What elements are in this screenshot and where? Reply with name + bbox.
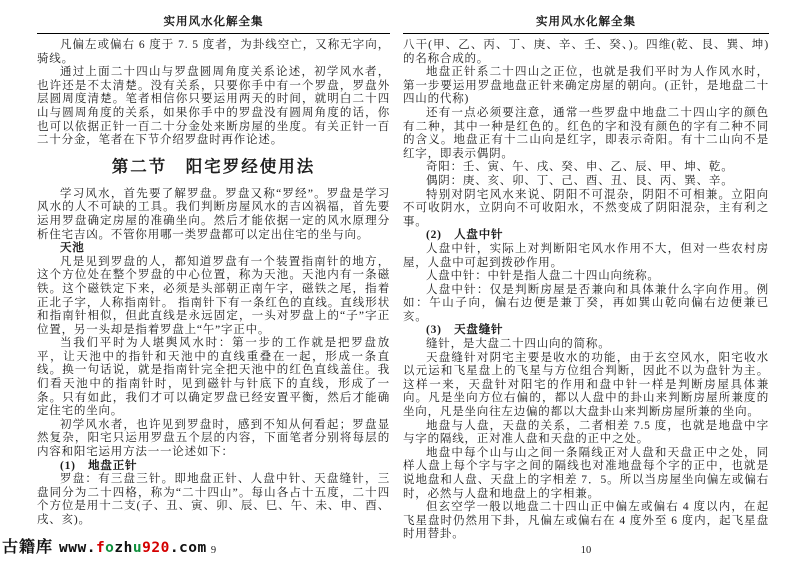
paragraph: 人盘中针：仅是判断房屋是否兼向和具体兼什么字向作用。例如：午山子向，偏右边便是兼丁癸，再如巽山乾向偏右边便兼已亥。: [403, 283, 769, 323]
paragraph: 但玄空学一般以地盘二十四山正中偏左或偏右 4 度以内，在起飞星盘时仍然用下卦，凡偏左或偏右在 4 度外至 6 度内，起飞星盘时用替卦。: [403, 501, 769, 541]
watermark-site-name: 古籍库: [2, 539, 54, 556]
page-body: [403, 39, 769, 542]
watermark-url-segment: www.: [59, 540, 96, 556]
running-header: 实用风水化解全集: [403, 13, 769, 34]
page-number: 10: [580, 545, 592, 556]
running-header: 实用风水化解全集: [37, 13, 390, 34]
paragraph: 学习风水，首先要了解罗盘。罗盘又称“罗经”。罗盘是学习风水的人不可缺的工具。我们判断房屋风水的吉凶祸福，首先要运用罗盘确定房屋的准确坐向。然后才能依据一定的风水原理分析住宅吉凶。不管你用哪一类罗盘都可以定出住宅的坐与向。: [37, 187, 390, 241]
watermark-url-segment: f: [95, 540, 106, 556]
paragraph: 八干(甲、乙、丙、丁、庚、辛、壬、癸、)。四维(乾、艮、巽、坤)的名称合成的。: [403, 39, 769, 65]
paragraph: 凡是见到罗盘的人，都知道罗盘有一个装置指南针的地方，这个方位处在整个罗盘的中心位置，称为天池。天池内有一条磁铁。这个磁铁定下来，必须是头部朝正南午字，磁铁之尾，指着正北子字，人称指南针。 指南针下有一条红色的直线。直线形状和指南针相似，但此直线是永远固定，一头对罗盘上的“子”字正位置，另一头却是指着罗盘上“午”字正中。: [37, 255, 390, 336]
subheading: (1) 地盘正针: [60, 459, 138, 472]
watermark: [2, 534, 207, 557]
paragraph: 罗盘：有三盘三针。即地盘正针、人盘中针、天盘缝针，三盘同分为二十四格，称为“二十四山”。每山各占十五度，二十四个方位是用十二支(子、丑、寅、卯、辰、巳、午、未、申、酉、戌、亥)。: [37, 473, 390, 526]
subheading: (2) 人盘中针: [426, 229, 504, 242]
paragraph: 凡偏左或偏右 6 度于 7. 5 度者，为卦线空亡，又称无字向，骑线。: [37, 39, 390, 65]
paragraph: 初学风水者，也许见到罗盘时，感到不知从何看起；罗盘显然复杂，阳宅只运用罗盘五个层的内容，下面笔者分别将每层的内容和阳宅运用方法一一论述如下：: [37, 418, 390, 459]
subheading: 天池: [60, 242, 85, 255]
paragraph: 当我们平时为人堪舆风水时：第一步的工作就是把罗盘放平，让天池中的指针和天池中的直线重叠在一起，形成一条直线。换一句话说，就是指南针完全把天池中的红色直线盖住。我们看天池中的指南针时，见到磁针与针底下的直线，形成了一条。只有如此，我们才可以确定罗盘已经安置平衡，然后才能确定住宅的坐向。: [37, 337, 390, 418]
paragraph: 通过上面二十四山与罗盘圆周角度关系论述，初学风水者，也许还是不太清楚。没有关系，只要你手中有一个罗盘，罗盘外层圆周度清楚。笔者相信你只要运用两天的时间，就明白二十四山与圆周角度的关系，如果你手中的罗盘没有圆周角度的话，你也可以依据正针一百二十分金处来断房屋的坐度。有关正针一百二十分金，笔者在下节介绍罗盘时再作论述。: [37, 66, 390, 147]
paragraph: 特别对阴宅风水来说、阴阳不可混杂，阴阳不可相兼。立阳向不可收阴水，立阴向不可收阳水，不然变成了阴阳混杂，主有利之事。: [403, 188, 769, 228]
page-body: [37, 39, 390, 528]
paragraph: 奇阳：壬、寅、午、戌、癸、申、乙、辰、甲、坤、乾。: [426, 161, 734, 174]
watermark-url-segment: .com: [169, 540, 207, 556]
page-right: [403, 13, 769, 556]
subheading: (3) 天盘缝针: [426, 324, 504, 337]
watermark-url-segment: 920: [142, 540, 170, 556]
paragraph: 地盘与人盘，天盘的关系，二者相差 7.5 度，也就是地盘中字与字的隔线，正对准人盘和天盘的正中之处。: [403, 419, 769, 446]
paragraph: 地盘中每个山与山之间一条隔线正对人盘和天盘正中之处，同样人盘上每个字与字之间的隔线也对准地盘每个字的正中，也就是说地盘和人盘、天盘上的字相差 7．5。所以当房屋坐向偏左或偏右时，必然与人盘和地盘上的字相兼。: [403, 446, 769, 500]
paragraph: 天盘缝针对阴宅主要是收水的功能，由于玄空风水，阳宅收水以元运和飞星盘上的飞星与方位组合判断，因此不以为盘针为主。这样一来，天盘针对阳宅的作用和盘中针一样是判断房屋具体兼向。凡是坐向方位右偏的，都以人盘中的卦山来判断房屋所兼度的坐向，凡是坐向往左边偏的都以大盘卦山来判断房屋所兼的坐向。: [403, 351, 769, 419]
watermark-url-segment: u: [132, 540, 143, 556]
watermark-url-segment: o: [105, 540, 115, 556]
paragraph: 人盘中针，实际上对判断阳宅风水作用不大，但对一些农村房屋，人盘中可起到拨砂作用。: [403, 242, 769, 269]
paragraph: 偶阴：庚、亥、卯、丁、己、酉、丑、艮、丙、巽、辛。: [426, 174, 734, 187]
page-number: 9: [210, 545, 217, 556]
paragraph: 地盘正针系二十四山之正位，也就是我们平时为人作风水时，第一步要运用罗盘地盘正针来确定房屋的朝向。(正针，是地盘二十四山的代称): [403, 66, 769, 106]
watermark-url-segment: zh: [114, 540, 133, 556]
paragraph: 人盘中针：中针是指人盘二十四山向统称。: [426, 270, 660, 283]
paragraph: 缝针，是大盘二十四山向的简称。: [426, 338, 611, 351]
watermark-url[interactable]: [59, 540, 207, 556]
paragraph: 还有一点必须要注意，通常一些罗盘中地盘二十四山字的颜色有二种，其中一种是红色的。红色的字和没有颜色的字有二种不同的含义。地盘正有十二山向是红字，即表示奇阳。有十二山向不是红字，即表示偶阴。: [403, 106, 769, 160]
section-title: 第二节 阳宅罗经使用法: [111, 156, 316, 176]
